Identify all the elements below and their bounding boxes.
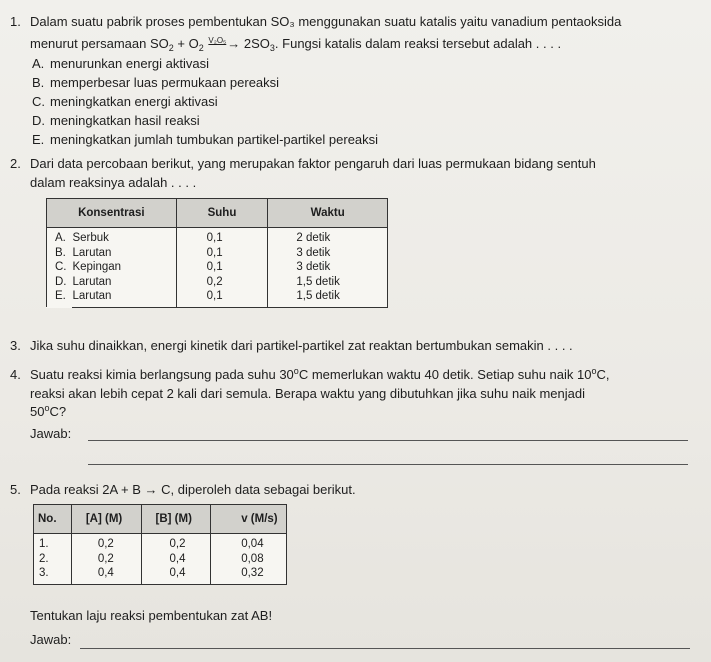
q1-option-e[interactable]: E. meningkatkan jumlah tumbukan partikel-partikel pereaksi [32, 132, 379, 147]
q5-number: 5. [10, 482, 21, 497]
q4-text-line1: Suatu reaksi kimia berlangsung pada suhu 30$^o$C memerlukan waktu 40 detik. Setiap suhu naik 10$^o$C, [30, 366, 610, 382]
q5-prompt: Tentukan laju reaksi pembentukan zat AB! [30, 608, 273, 623]
q3-number: 3. [10, 338, 21, 353]
q5-jawab-label: Jawab: [30, 632, 72, 647]
q1-option-a[interactable]: A. menurunkan energi aktivasi [32, 56, 209, 71]
catalyst-label: V₂O₅ [208, 36, 227, 45]
q4-number: 4. [10, 367, 21, 382]
header-suhu: Suhu [176, 199, 268, 228]
q1-number: 1. [10, 14, 21, 29]
q2-data-table [46, 198, 388, 308]
q1-equation: $SO_2 + O_2$ $^{V_2O_5}\to 2SO_3$ [149, 36, 275, 53]
q2-text-line2: dalam reaksinya adalah . . . . [30, 175, 197, 190]
q1-option-b[interactable]: B. memperbesar luas permukaan pereaksi [32, 75, 280, 90]
q1-question: . Fungsi katalis dalam reaksi tersebut adalah . . . . [274, 36, 562, 51]
q2-text-line1: Dari data percobaan berikut, yang merupakan faktor pengaruh dari luas permukaan bidang sentuh [30, 156, 596, 171]
q1-option-d[interactable]: D. meningkatkan hasil reaksi [32, 113, 200, 128]
q2-number: 2. [10, 156, 21, 171]
q1-equation-intro: menurut persamaan [30, 36, 147, 51]
table-header-row [34, 505, 287, 534]
header-a: [A] (M) [71, 505, 141, 534]
q4-jawab-label: Jawab: [30, 426, 72, 441]
q5-text: Pada reaksi 2A + B → C, diperoleh data sebagai berikut. [30, 482, 356, 497]
q1-text-line2 [30, 36, 561, 54]
q4-answer-line-2[interactable] [88, 464, 688, 465]
header-b: [B] (M) [141, 505, 211, 534]
table-header-row [47, 199, 388, 228]
header-konsentrasi: Konsentrasi [47, 199, 177, 228]
q1-text-line1: Dalam suatu pabrik proses pembentukan SO₃ menggunakan suatu katalis yaitu vanadium pentaoksida [30, 14, 622, 29]
reaction-arrow: → [227, 36, 241, 51]
q5-answer-line[interactable] [80, 648, 690, 649]
header-no: No. [34, 505, 72, 534]
q4-answer-line-1[interactable] [88, 440, 688, 441]
q3-text: Jika suhu dinaikkan, energi kinetik dari partikel-partikel zat reaktan bertumbukan semakin . . . . [30, 338, 573, 353]
header-waktu: Waktu [268, 199, 388, 228]
table-row: 1. 2. 3. 0,2 0,2 0,4 0,2 0,4 0,4 0,04 0,08 0,32 [34, 534, 287, 585]
q4-text-line2: reaksi akan lebih cepat 2 kali dari semula. Berapa waktu yang dibutuhkan jika suhu naik menjadi [30, 386, 585, 401]
q5-data-table [33, 504, 287, 585]
q4-text-line3: 50$^o$C? [30, 403, 67, 419]
q1-option-c[interactable]: C. meningkatkan energi aktivasi [32, 94, 218, 109]
header-v: v (M/s) [211, 505, 287, 534]
table-row: A. B. C. D. E. Serbuk Larutan Kepingan Larutan Larutan 0,1 0,1 0,1 0,2 0,1 2 detik 3 detik 3 detik 1,5 detik 1,5 detik [47, 228, 388, 308]
